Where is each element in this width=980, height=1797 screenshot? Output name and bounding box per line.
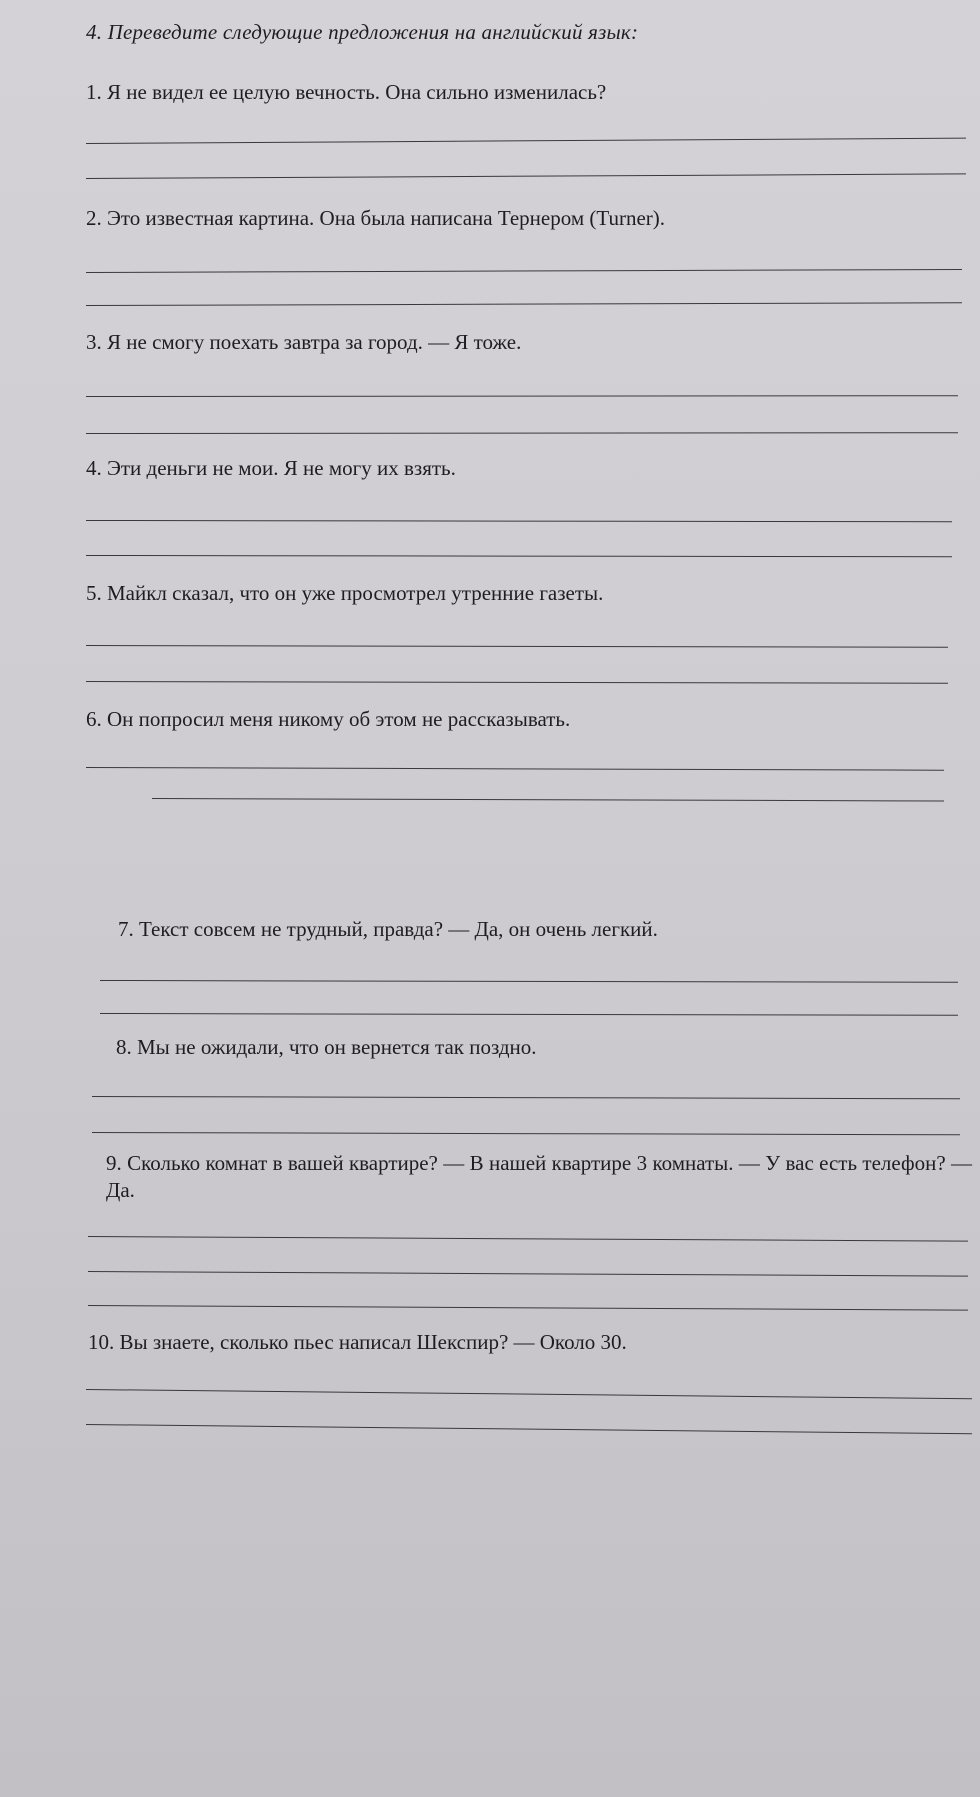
- exercise-heading: 4. Переведите следующие предложения на английский язык:: [86, 20, 639, 44]
- sentence-2: 2. Это известная картина. Она была написана Тернером (Turner).: [86, 206, 666, 230]
- answer-line-7a: [100, 980, 958, 983]
- answer-line-5a: [86, 645, 948, 648]
- answer-line-5b: [86, 681, 948, 684]
- sentence-6: 6. Он попросил меня никому об этом не рассказывать.: [86, 707, 571, 731]
- answer-line-7b: [100, 1013, 958, 1016]
- answer-line-6a: [86, 767, 944, 771]
- sentence-10: 10. Вы знаете, сколько пьес написал Шекспир? — Около 30.: [88, 1330, 627, 1354]
- answer-line-10a: [86, 1389, 972, 1399]
- sentence-8: 8. Мы не ожидали, что он вернется так поздно.: [116, 1035, 537, 1059]
- sentence-5: 5. Майкл сказал, что он уже просмотрел утренние газеты.: [86, 581, 604, 605]
- answer-line-2a: [86, 269, 962, 273]
- sentence-1: 1. Я не видел ее целую вечность. Она сильно изменилась?: [86, 80, 607, 104]
- sentence-3: 3. Я не смогу поехать завтра за город. — Я тоже.: [86, 330, 522, 354]
- answer-line-2b: [86, 302, 962, 306]
- answer-line-10b: [86, 1424, 972, 1434]
- answer-line-9c: [88, 1305, 968, 1311]
- answer-line-8b: [92, 1132, 960, 1135]
- sentence-7: 7. Текст совсем не трудный, правда? — Да, он очень легкий.: [118, 917, 658, 941]
- answer-line-8a: [92, 1096, 960, 1099]
- answer-line-1a: [86, 138, 966, 144]
- answer-line-6b: [152, 798, 944, 801]
- answer-line-9a: [88, 1236, 968, 1242]
- answer-line-1b: [86, 173, 966, 179]
- answer-line-4b: [86, 555, 952, 557]
- sentence-4: 4. Эти деньги не мои. Я не могу их взять.: [86, 456, 456, 480]
- answer-line-3a: [86, 395, 958, 397]
- sentence-9: 9. Сколько комнат в вашей квартире? — В нашей квартире 3 комнаты. — У вас есть телефон? — Да.: [106, 1151, 972, 1202]
- answer-line-3b: [86, 432, 958, 434]
- answer-line-9b: [88, 1271, 968, 1277]
- answer-line-4a: [86, 520, 952, 522]
